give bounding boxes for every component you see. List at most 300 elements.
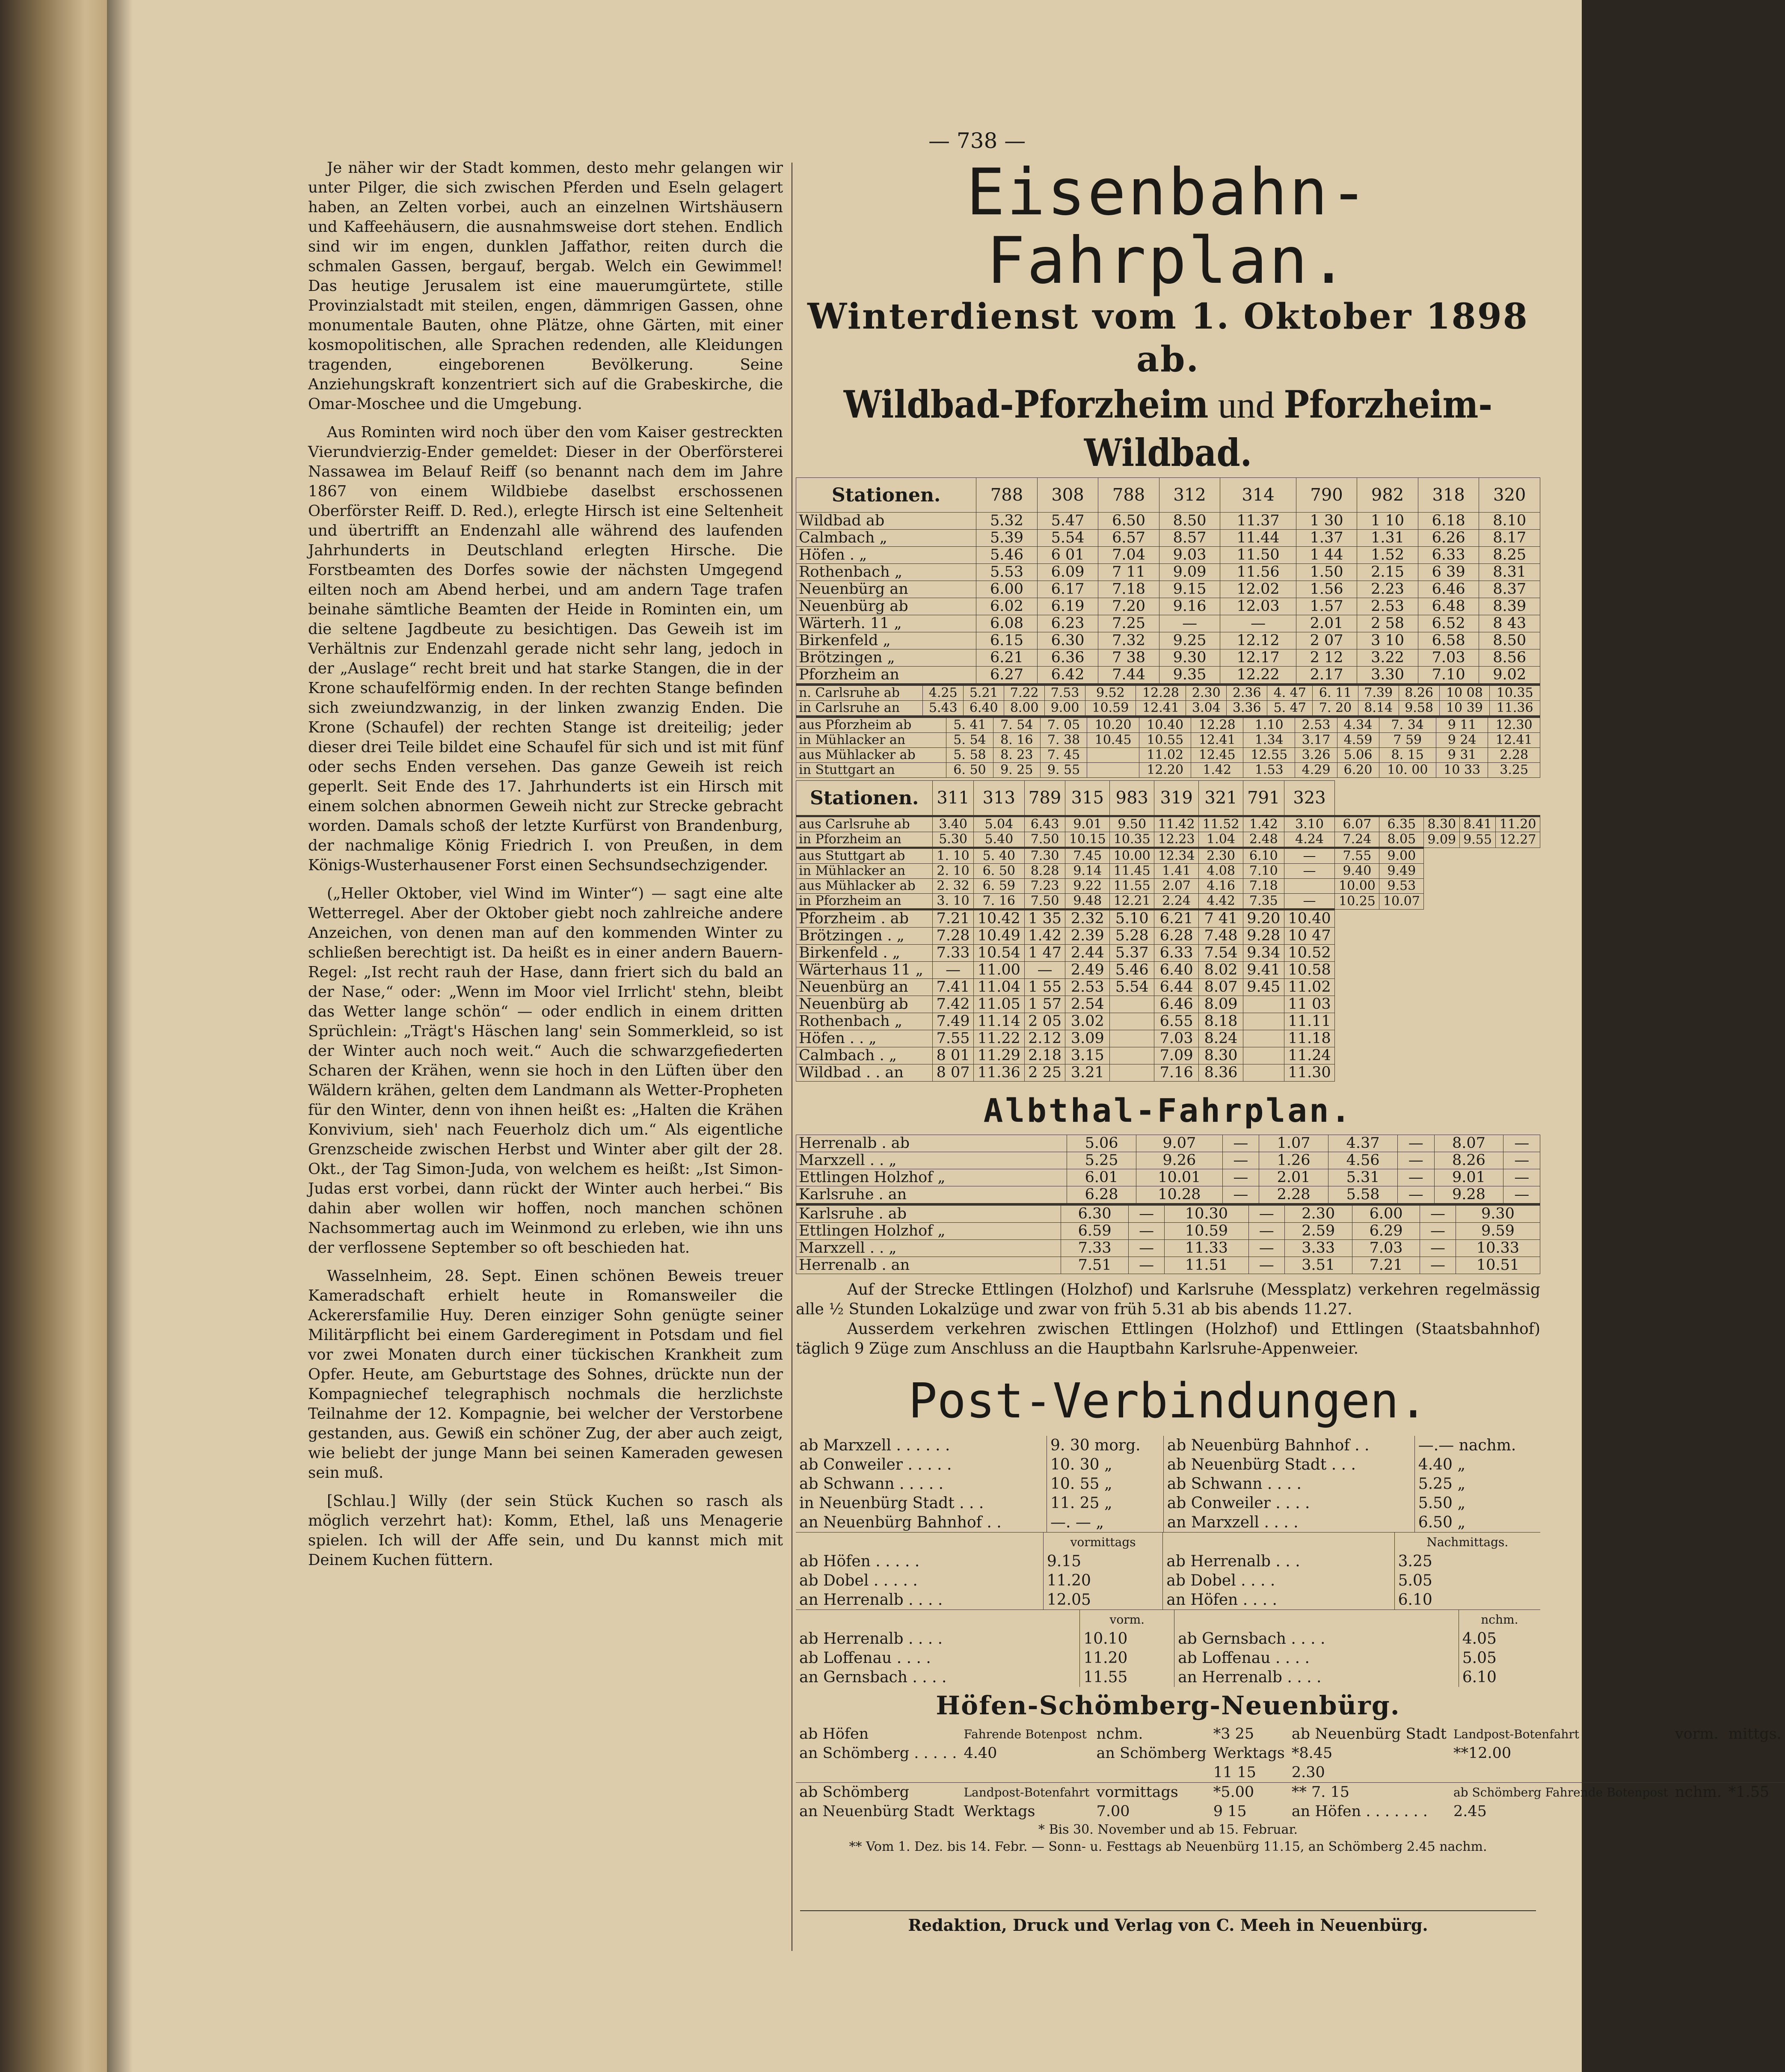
connection-time: 9.14 [1065,864,1110,879]
post-station: in Neuenbürg Stadt . . . [799,1494,984,1512]
departure-time: 7.49 [933,1013,974,1030]
table-row [796,816,1540,832]
connection-time: — [1284,894,1335,910]
departure-time: 7.03 [1352,1240,1420,1257]
connection-time: 9.09 [1424,832,1460,848]
post-cell [960,1763,1093,1783]
connection-time: 10.55 [1139,733,1191,748]
station-name: Marxzell . . „ [796,1240,1061,1257]
departure-time: — [1222,1135,1259,1152]
departure-time: 7.18 [1098,581,1159,598]
connection-time: 8.00 [1004,701,1045,716]
post-cell [796,1763,960,1783]
departure-time: 10.51 [1456,1257,1540,1274]
departure-time: 2.15 [1357,564,1418,581]
departure-time: 8.57 [1159,530,1220,547]
page-number: — 738 — [928,128,1026,153]
station-name: Pforzheim . ab [796,910,933,928]
post-station: ab Herrenalb . . . . [799,1630,943,1648]
departure-time: 1.37 [1296,530,1357,547]
departure-time: 7.03 [1154,1030,1199,1047]
table-row [796,1783,1785,1802]
departure-time: 5.37 [1110,945,1154,962]
station-name: Neuenbürg an [796,581,976,598]
station-name: Marxzell . . „ [796,1152,1067,1169]
post-station: ab Loffenau . . . . [1178,1649,1310,1667]
departure-time: 7.09 [1154,1047,1199,1064]
connection-time: 12.41 [1191,733,1243,748]
post-cell: *8.45 [1291,1745,1333,1762]
train-number: 982 [1357,478,1418,513]
departure-time: 3.02 [1065,1013,1110,1030]
hoefen-title: Höfen-Schömberg-Neuenbürg. [936,1691,1400,1721]
departure-time: 7.03 [1418,649,1479,667]
connection-time: 12.45 [1191,748,1243,763]
departure-time: 6.29 [1352,1223,1420,1240]
station-name: Ettlingen Holzhof „ [796,1223,1061,1240]
post-time: 11.20 [1043,1571,1163,1590]
connection-time: 7.55 [1335,848,1379,864]
article-wasselnheim: Wasselnheim, 28. Sept. Einen schönen Beweis treuer Kameradschaft erhielt heute in Romansweiler die Ackerersfamilie Huy. Deren einziger Sohn genügte seiner Militärpflicht bei einem Garderegiment in Potsdam und fiel vor zwei Monaten durch einer tückischen Krankheit zum Opfer. Heute, am Geburtstage des Sohnes, drückte nun der Kompagniechef telegraphisch nochmals die herzlichste Teilnahme der 12. Kompagnie, bei welcher der Verstorbene gestanden, aus. Gewiß ein schöner Zug, der aber auch zeigt, wie beliebt der junge Mann bei seinen Kameraden gewesen sein muß. [308,1267,783,1482]
departure-time: — [1420,1257,1456,1274]
connection-station: in Pforzheim an [796,894,933,910]
departure-time: 8.18 [1199,1013,1243,1030]
departure-time: — [933,962,974,979]
table-row [796,945,1540,962]
departure-time: — [1220,615,1296,632]
table-row [796,1257,1540,1274]
departure-time [1243,1013,1284,1030]
departure-time: 8.30 [1199,1047,1243,1064]
station-name: Neuenbürg ab [796,598,976,615]
table-row [796,996,1540,1013]
table-row [796,598,1540,615]
article-column [308,158,783,1570]
connection-time: 2.36 [1227,685,1267,701]
connection-time: 9.22 [1065,879,1110,894]
station-name: Höfen . „ [796,547,976,564]
table-row [796,1169,1540,1186]
article-schlau: [Schlau.] Willy (der sein Stück Kuchen so rasch als möglich verzehrt hat): Komm, Ethel, laß uns Menagerie spielen. Ich will der Affe sein, und Du kannst mich mit Deinem Kuchen füttern. [308,1492,783,1569]
departure-time: 7.04 [1098,547,1159,564]
departure-time: 6.21 [976,649,1038,667]
post-cell: Fahrende Botenpost [964,1727,1087,1741]
post-cell: ** 7. 15 [1288,1783,1450,1802]
article-weather: („Heller Oktober, viel Wind im Winter“) — sagt eine alte Wetterregel. Aber der Oktober giebt noch zahlreiche andere Anzeichen, von denen man auf den kommenden Winter zu schließen berechtigt ist. Da heißt es in einer andern Bauern-Regel: „Ist recht rauh der Hase, dann friert sich du bald an der Nase,“ oder: „Wenn im Moor viel Irrlicht' stehn, bleibt das Wetter lange schön“ — oder endlich in einem dritten Sprüchlein: „Trägt's Häschen lang' sein Sommerkleid, so ist der Winter auch noch weit.“ Auch die schwarzgefiederten Scharen der Krähen, wenn sie hoch in den Lüften über den Wäldern krähen, gelten dem Landmann als Wetter-Propheten für den Winter, denn von ihnen heißt es: „Halten die Krähen Konvivium, sieh' nach Feuerholz dich um.“ Als eigentliche Grenzscheide zwischen Herbst und Winter aber gilt der 28. Okt., der Tag Simon-Juda, von welchem es heißt: „Ist Simon-Judas erst vorbei, dann rückt der Winter auch herbei.“ Bis dahin aber wollen wir hoffen, noch manchen schönen Nachsommertag auch im Weinmond zu erleben, wie ihn uns der verflossene September so oft beschieden hat. [308,885,783,1257]
departure-time: — [1248,1223,1284,1240]
departure-time [1110,1013,1154,1030]
departure-time: 5.39 [976,530,1038,547]
post-time: —.— nachm. [1414,1436,1540,1455]
post-cell: mittgs. [1728,1725,1782,1743]
departure-time: 11.37 [1220,513,1296,530]
table-row [796,1494,1540,1513]
connection-time: 7.22 [1004,685,1045,701]
train-number: 318 [1418,478,1479,513]
departure-time: 5.54 [1037,530,1098,547]
connection-time: 12.27 [1495,832,1540,848]
connection-time: 10.35 [1490,685,1540,701]
post-station: an Marxzell . . . . [1167,1514,1299,1531]
connection-time: 8.05 [1379,832,1424,848]
departure-time: — [1248,1240,1284,1257]
departure-time: 11.22 [973,1030,1024,1047]
departure-time: 11.36 [973,1064,1024,1082]
departure-time: 7 41 [1199,910,1243,928]
connection-time: 7. 05 [1040,717,1087,733]
departure-time: 2.32 [1065,910,1110,928]
post-time: 5.50 „ [1414,1494,1540,1513]
post-cell: *1.55 [1725,1783,1785,1802]
departure-time: 6.42 [1037,667,1098,684]
departure-time: 12.17 [1220,649,1296,667]
departure-time: 10.52 [1284,945,1335,962]
table-row [796,1205,1540,1223]
departure-time: 10.49 [973,928,1024,945]
connection-time: 1.53 [1243,763,1295,778]
table-row [796,547,1540,564]
departure-time: 9.26 [1136,1152,1223,1169]
departure-time: — [1398,1152,1434,1169]
train-number: 311 [933,781,974,816]
departure-time: 7.25 [1098,615,1159,632]
station-name: Brötzingen „ [796,649,976,667]
departure-time: 10.42 [973,910,1024,928]
post-time: 10. 55 „ [1047,1474,1164,1494]
departure-time: 11.14 [973,1013,1024,1030]
post-cell: ab Neuenbürg Stadt [1291,1725,1447,1743]
departure-time: 10.28 [1136,1186,1223,1203]
post-time: 11.55 [1080,1668,1174,1687]
post-cell: Landpost-Botenfahrt [960,1783,1093,1802]
post-station: ab Höfen . . . . . [799,1553,920,1570]
departure-time: 9.16 [1159,598,1220,615]
post-time: 5.05 [1394,1571,1540,1590]
post-cell: ab Schömberg [796,1783,960,1802]
departure-time: 7.44 [1098,667,1159,684]
train-number: 788 [1098,478,1159,513]
departure-time: 6.15 [976,632,1038,649]
table-row [796,1030,1540,1047]
post-cell: 4.40 [964,1745,997,1762]
departure-time: — [1222,1169,1259,1186]
table-row [796,649,1540,667]
departure-time: 6.28 [1154,928,1199,945]
departure-time: 8 07 [933,1064,974,1082]
departure-time: 11.33 [1164,1240,1248,1257]
departure-time: 3.33 [1284,1240,1352,1257]
connection-time: 9. 25 [993,763,1040,778]
station-name: Rothenbach „ [796,1013,933,1030]
table-row [796,928,1540,945]
connection-station: in Pforzheim an [796,832,933,848]
connection-time: 2. 10 [933,864,974,879]
departure-time: 9.20 [1243,910,1284,928]
connection-time: 8.30 [1424,816,1460,832]
table-row [796,879,1540,894]
time-header: nchm. [1459,1610,1540,1630]
departure-time: 8.07 [1434,1135,1503,1152]
departure-time: 7.51 [1061,1257,1128,1274]
post-cell: an Höfen . . . . . . . [1291,1803,1428,1820]
departure-time: 2 25 [1024,1064,1065,1082]
connection-time: 2.30 [1186,685,1227,701]
departure-time: 11.11 [1284,1013,1335,1030]
departure-time: 6.08 [976,615,1038,632]
post-time: 9.15 [1043,1552,1163,1571]
departure-time: — [1420,1223,1456,1240]
departure-time: 1 55 [1024,979,1065,996]
post-cell: 2.45 [1453,1803,1487,1820]
connection-time: 12.55 [1243,748,1295,763]
connection-time: 10.35 [1110,832,1154,848]
station-name: Herrenalb . an [796,1257,1061,1274]
connection-time: 3. 10 [933,894,974,910]
departure-time: 7.54 [1199,945,1243,962]
departure-time: — [1420,1240,1456,1257]
departure-time: 2.59 [1284,1223,1352,1240]
post-time: 4.05 [1459,1629,1540,1648]
connection-time: 1.42 [1191,763,1243,778]
departure-time: 1.52 [1357,547,1418,564]
table-row [796,894,1540,910]
connection-time: 3.10 [1284,816,1335,832]
departure-time: 2.12 [1024,1030,1065,1047]
departure-time: 2 58 [1357,615,1418,632]
connection-time: 10.59 [1085,701,1136,716]
post-station: an Herrenalb . . . . [799,1591,943,1609]
table-row [796,615,1540,632]
table-row [796,667,1540,684]
connection-time: 1. 10 [933,848,974,864]
connection-time: 7.50 [1024,894,1065,910]
departure-time: 6.50 [1098,513,1159,530]
post-time: 11. 25 „ [1047,1494,1164,1513]
post-cell: an Neuenbürg Stadt [799,1803,955,1820]
departure-time: 5.28 [1110,928,1154,945]
departure-time: 6.01 [1067,1169,1136,1186]
departure-time: 6 39 [1418,564,1479,581]
connection-time: 6. 50 [973,864,1024,879]
departure-time: — [1129,1223,1165,1240]
connection-time: 7.18 [1243,879,1284,894]
connection-time: 3.36 [1227,701,1267,716]
connection-time: 8.41 [1460,816,1496,832]
departure-time: 10.01 [1136,1169,1223,1186]
post-cell: Werktags [1213,1745,1285,1762]
departure-time: 11.04 [973,979,1024,996]
departure-time: 1.57 [1296,598,1357,615]
departure-time: 3 10 [1357,632,1418,649]
table-row [796,564,1540,581]
connection-time: 7.24 [1335,832,1379,848]
departure-time: — [1129,1205,1165,1223]
departure-time: — [1222,1186,1259,1203]
departure-time: — [1024,962,1065,979]
departure-time: 7.20 [1098,598,1159,615]
departure-time: 3.22 [1357,649,1418,667]
post-station: ab Herrenalb . . . [1166,1553,1300,1570]
post-cell: 9 15 [1213,1803,1247,1820]
departure-time: 2.53 [1065,979,1110,996]
departure-time: 7.41 [933,979,974,996]
table-row [796,513,1540,530]
connection-time: 9.55 [1460,832,1496,848]
departure-time: 10.33 [1456,1240,1540,1257]
connection-time: 11.55 [1110,879,1154,894]
departure-time: 9.41 [1243,962,1284,979]
departure-time: 9.45 [1243,979,1284,996]
timetable-title: Eisenbahn-Fahrplan. [966,155,1370,298]
departure-time: 10.54 [973,945,1024,962]
connection-station: aus Stuttgart ab [796,848,933,864]
connection-time: 3.40 [933,816,974,832]
train-number: 320 [1479,478,1540,513]
post-station: an Neuenbürg Bahnhof . . [799,1514,1002,1531]
post-station: an Herrenalb . . . . [1178,1669,1322,1686]
departure-time: — [1503,1186,1540,1203]
post-time: 3.25 [1394,1552,1540,1571]
post-time: 6.10 [1394,1590,1540,1610]
post-cell: an Schömberg . . . . . [799,1745,957,1762]
connection-time: 5. 41 [946,717,993,733]
departure-time: 6.52 [1418,615,1479,632]
connection-time: 12.20 [1139,763,1191,778]
departure-time: 9.34 [1243,945,1284,962]
departure-time: 9.03 [1159,547,1220,564]
departure-time: 6.00 [1352,1205,1420,1223]
connection-time: 2.24 [1154,894,1199,910]
table-row [796,1186,1540,1203]
departure-time: 11.30 [1284,1064,1335,1082]
departure-time: 5.46 [1110,962,1154,979]
departure-time [1110,1047,1154,1064]
train-number: 308 [1037,478,1098,513]
departure-time: — [1248,1257,1284,1274]
connection-time: 9.49 [1379,864,1424,879]
albtal-timetable-1 [796,1135,1540,1203]
departure-time: 6.17 [1037,581,1098,598]
connection-time: 9.40 [1335,864,1379,879]
departure-time: 11.24 [1284,1047,1335,1064]
table-row [796,1513,1540,1532]
departure-time: 3.30 [1357,667,1418,684]
connection-time: 6. 59 [973,879,1024,894]
table-row [796,1240,1540,1257]
time-header: vormittags [1043,1533,1163,1552]
connection-time: 4.16 [1199,879,1243,894]
departure-time: 10.59 [1164,1223,1248,1240]
connection-time: 12.28 [1136,685,1186,701]
stations-header: Stationen. [796,478,976,513]
train-number: 788 [976,478,1038,513]
table-row [796,1152,1540,1169]
connection-station: in Mühlacker an [796,733,946,748]
departure-time: 7.21 [933,910,974,928]
departure-time: 7.16 [1154,1064,1199,1082]
station-name: Calmbach „ [796,530,976,547]
connection-time: 9.01 [1065,816,1110,832]
connection-time: 12.30 [1488,717,1540,733]
post-cell: 2.30 [1291,1764,1325,1781]
departure-time: 7.33 [1061,1240,1128,1257]
departure-time: 6.46 [1154,996,1199,1013]
post-cell: ab Schömberg Fahrende Botenpost [1450,1783,1672,1802]
departure-time: 11.00 [973,962,1024,979]
table-row [796,1802,1785,1821]
connection-time: 3.26 [1295,748,1337,763]
connection-time: 10.20 [1087,717,1139,733]
departure-time: — [1503,1169,1540,1186]
connection-time: 6.40 [964,701,1004,716]
table-row [796,1455,1540,1474]
timetable-pforzheim-wildbad [796,780,1540,1082]
connection-time: 10.15 [1065,832,1110,848]
connection-time: 1.04 [1199,832,1243,848]
departure-time: — [1503,1152,1540,1169]
connection-time: 12.34 [1154,848,1199,864]
post-cell: ab Höfen [799,1725,869,1743]
connection-time: 10 33 [1436,763,1488,778]
departure-time [1110,1030,1154,1047]
station-name: Calmbach . „ [796,1047,933,1064]
time-header: vorm. [1080,1610,1174,1630]
post-station: ab Neuenbürg Stadt . . . [1167,1456,1356,1473]
table-row [796,1436,1540,1455]
departure-time: — [1248,1205,1284,1223]
post-cell: *3 25 [1213,1725,1254,1743]
departure-time: 1 44 [1296,547,1357,564]
connection-time: 1.10 [1243,717,1295,733]
departure-time: 5.31 [1328,1169,1398,1186]
connection-time: 10.45 [1087,733,1139,748]
departure-time: 2.44 [1065,945,1110,962]
post-time: 10. 30 „ [1047,1455,1164,1474]
connection-station: aus Pforzheim ab [796,717,946,733]
post-time: 5.05 [1459,1648,1540,1668]
table-row [796,1648,1540,1668]
table-row [796,1668,1540,1687]
table-row [796,1590,1540,1610]
post-time: 6.10 [1459,1668,1540,1687]
connection-station: in Mühlacker an [796,864,933,879]
train-number: 789 [1024,781,1065,816]
station-name: Karlsruhe . ab [796,1205,1061,1223]
connection-time: 9.48 [1065,894,1110,910]
connection-time: 6. 11 [1313,685,1358,701]
departure-time: 8.09 [1199,996,1243,1013]
connection-time: 2. 32 [933,879,974,894]
connection-time: 6.35 [1379,816,1424,832]
departure-time: 6 01 [1037,547,1098,564]
departure-time: 3.51 [1284,1257,1352,1274]
departure-time: 6.44 [1154,979,1199,996]
connection-time: 3.17 [1295,733,1337,748]
departure-time [1243,1047,1284,1064]
connection-time: 2.53 [1295,717,1337,733]
departure-time: — [1159,615,1220,632]
station-name: Karlsruhe . an [796,1186,1067,1203]
table-row [796,701,1540,716]
post-cell: an Schömberg [1096,1745,1207,1762]
connection-time: 5.04 [973,816,1024,832]
departure-time: 4.37 [1328,1135,1398,1152]
departure-time: 9.25 [1159,632,1220,649]
departure-time: 8.02 [1199,962,1243,979]
departure-time: 9.35 [1159,667,1220,684]
post-station: ab Gernsbach . . . . [1178,1630,1325,1648]
departure-time: 6.21 [1154,910,1199,928]
